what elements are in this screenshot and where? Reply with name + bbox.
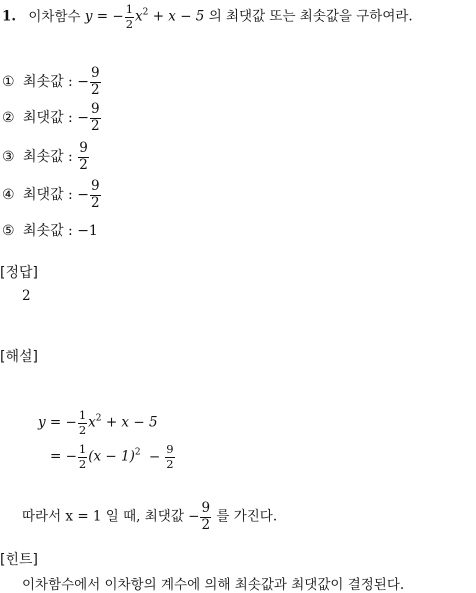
frac-num: 1	[78, 442, 87, 456]
conclusion-text-before: 따라서 x = 1 일 때, 최댓값 −	[22, 508, 200, 525]
question-exponent: 2	[142, 7, 149, 18]
option-frac-num: 9	[79, 140, 88, 156]
question	[2, 4, 413, 30]
frac-num: 9	[166, 442, 174, 456]
explanation-line2-lhs: = −	[50, 448, 77, 465]
question-fraction	[125, 4, 134, 30]
option-2[interactable]	[2, 103, 102, 133]
option-frac-den: 2	[90, 81, 100, 98]
explanation-line-1	[38, 410, 158, 436]
question-var-x: x	[135, 8, 143, 25]
option-fraction	[90, 67, 101, 97]
explanation-line2-mid: (x − 1)	[88, 448, 135, 465]
explanation-line2-exponent: 2	[134, 447, 141, 458]
option-5[interactable]	[2, 220, 98, 240]
option-marker: ④	[2, 187, 15, 203]
option-frac-num: 9	[90, 65, 100, 81]
option-fraction	[90, 180, 101, 210]
option-label: 최솟값 : −1	[23, 223, 98, 239]
option-1[interactable]	[2, 67, 102, 97]
hint-text: 이차함수에서 이차항의 계수에 의해 최솟값과 최댓값이 결정된다.	[22, 577, 405, 593]
answer-heading: [정답]	[0, 265, 38, 281]
question-number: 1.	[2, 8, 17, 25]
option-4[interactable]	[2, 180, 102, 210]
conclusion-text-after: 를 가진다.	[216, 508, 278, 525]
frac-den: 2	[166, 456, 174, 471]
question-text-before: 이차함수	[28, 8, 81, 25]
explanation-line1-lhs: y = −	[38, 414, 77, 431]
option-fraction	[90, 103, 101, 133]
option-frac-num: 9	[90, 178, 100, 194]
option-label: 최솟값 : −	[23, 74, 89, 90]
option-label: 최솟값 :	[23, 149, 78, 165]
option-marker: ③	[2, 149, 15, 165]
frac-num: 9	[201, 500, 211, 516]
explanation-line-2	[50, 444, 176, 470]
frac-num: 1	[78, 408, 87, 422]
question-equation-lhs: y = −	[84, 8, 124, 25]
frac-den: 2	[78, 456, 87, 471]
option-frac-den: 2	[79, 156, 88, 173]
answer-value: 2	[22, 288, 31, 304]
explanation-line1-var: x	[88, 414, 96, 431]
explanation-line1-tail: + x − 5	[105, 414, 158, 431]
conclusion-fraction	[200, 502, 211, 532]
question-frac-den: 2	[125, 16, 134, 31]
question-frac-num: 1	[125, 2, 134, 16]
hint-heading: [힌트]	[0, 552, 38, 568]
frac-den: 2	[78, 422, 87, 437]
option-frac-den: 2	[90, 194, 100, 211]
option-marker: ①	[2, 74, 15, 90]
question-equation-tail: + x − 5	[152, 8, 205, 25]
explanation-line2-fraction-2	[165, 444, 174, 470]
option-marker: ②	[2, 110, 15, 126]
option-label: 최댓값 : −	[23, 187, 89, 203]
option-frac-den: 2	[90, 117, 100, 134]
option-marker: ⑤	[2, 223, 15, 239]
frac-den: 2	[201, 516, 211, 533]
explanation-heading: [해설]	[0, 349, 38, 365]
explanation-conclusion	[22, 502, 277, 532]
explanation-line2-fraction	[78, 444, 87, 470]
option-frac-num: 9	[90, 101, 100, 117]
explanation-line1-fraction	[78, 410, 87, 436]
explanation-line2-minus: −	[148, 448, 161, 465]
option-fraction	[78, 142, 89, 172]
explanation-line1-exponent: 2	[95, 413, 102, 424]
option-label: 최댓값 : −	[23, 110, 89, 126]
question-text-after: 의 최댓값 또는 최솟값을 구하여라.	[208, 8, 413, 25]
option-3[interactable]	[2, 142, 90, 172]
